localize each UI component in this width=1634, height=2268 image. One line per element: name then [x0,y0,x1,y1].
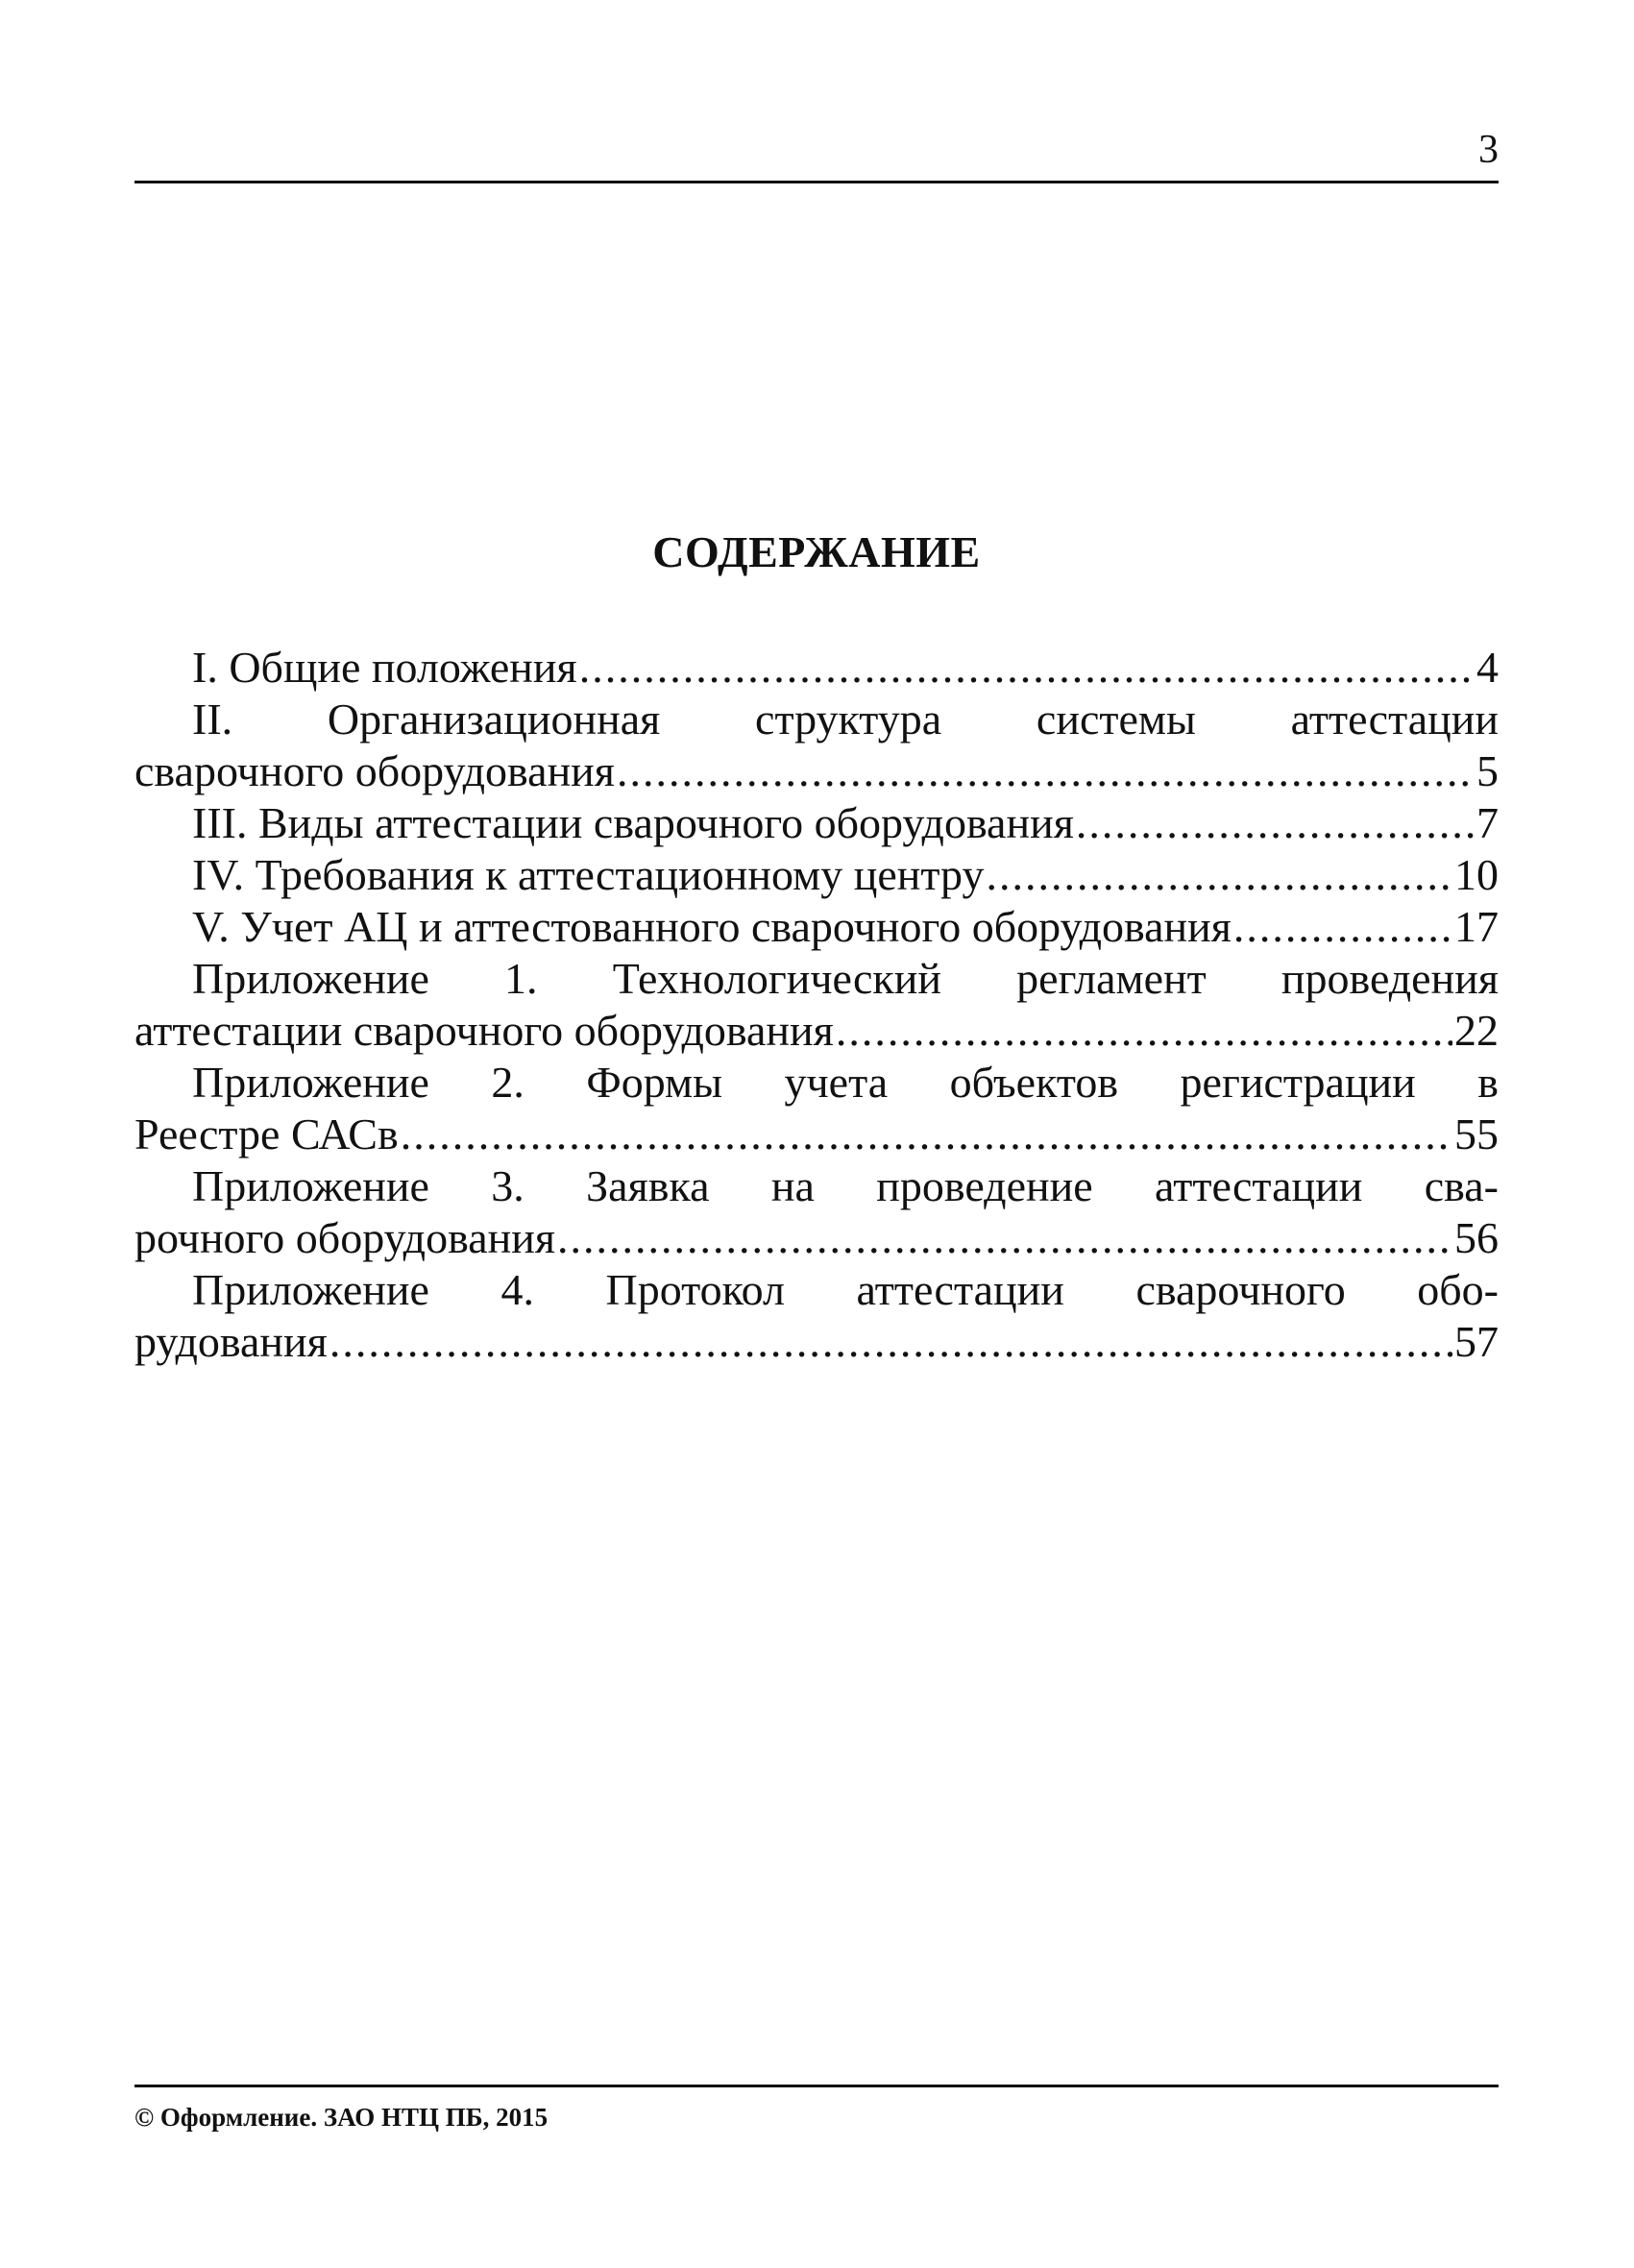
toc-entry-page: 22 [1454,1006,1499,1055]
toc-entry-section-2[interactable] [134,694,1499,797]
page-header [134,125,1499,183]
dot-leader [579,642,1475,694]
toc-entry-text-cont: рочного оборудования [134,1213,556,1262]
toc-entry-page: 17 [1454,902,1499,951]
page-footer [134,2085,1499,2133]
page-number: 3 [1478,128,1499,172]
toc-title: СОДЕРЖАНИЕ [652,527,981,576]
toc-entry-page: 7 [1476,798,1499,847]
toc-entry-text: III. Виды аттестации сварочного оборудования [192,798,1074,847]
toc-entry-page: 55 [1454,1110,1499,1158]
toc-entry-appendix-1[interactable] [134,953,1499,1057]
toc-entry-page: 57 [1454,1317,1499,1366]
toc-entry-text-cont: рудования [134,1317,328,1366]
toc-entry-page: 4 [1476,643,1499,692]
toc-entry-text: V. Учет АЦ и аттестованного сварочного оборудования [192,902,1232,951]
toc-entry-section-4[interactable] [134,849,1499,901]
toc-entry-section-5[interactable] [134,901,1499,953]
toc-entry-text-cont: сварочного оборудования [134,746,615,795]
toc-entry-text: II. Организационная структура системы аттестации [192,695,1499,744]
toc-entry-page: 56 [1454,1213,1499,1262]
toc-entry-text-cont: Реестре САСв [134,1110,399,1158]
toc-entry-appendix-4[interactable] [134,1264,1499,1368]
dot-leader [1233,901,1452,953]
dot-leader [986,849,1452,901]
table-of-contents [134,642,1499,1368]
toc-entry-appendix-3[interactable] [134,1160,1499,1264]
dot-leader [1076,797,1475,849]
toc-entry-text: Приложение 2. Формы учета объектов регистрации в [192,1058,1499,1107]
dot-leader [557,1212,1452,1264]
dot-leader [329,1316,1452,1368]
toc-entry-text: I. Общие положения [192,643,577,692]
toc-entry-section-3[interactable] [134,797,1499,849]
toc-entry-text: Приложение 3. Заявка на проведение аттестации сва- [192,1161,1499,1210]
toc-entry-section-1[interactable] [134,642,1499,694]
toc-entry-appendix-2[interactable] [134,1057,1499,1160]
toc-entry-text-cont: аттестации сварочного оборудования [134,1006,834,1055]
toc-entry-page: 10 [1454,850,1499,899]
toc-entry-text: IV. Требования к аттестационному центру [192,850,985,899]
dot-leader [617,745,1475,797]
toc-entry-page: 5 [1476,746,1499,795]
dot-leader [836,1005,1452,1057]
toc-entry-text: Приложение 1. Технологический регламент проведения [192,954,1499,1003]
copyright-text: © Оформление. ЗАО НТЦ ПБ, 2015 [134,2103,549,2132]
toc-entry-text: Приложение 4. Протокол аттестации сварочного обо- [192,1265,1499,1314]
dot-leader [401,1109,1452,1160]
